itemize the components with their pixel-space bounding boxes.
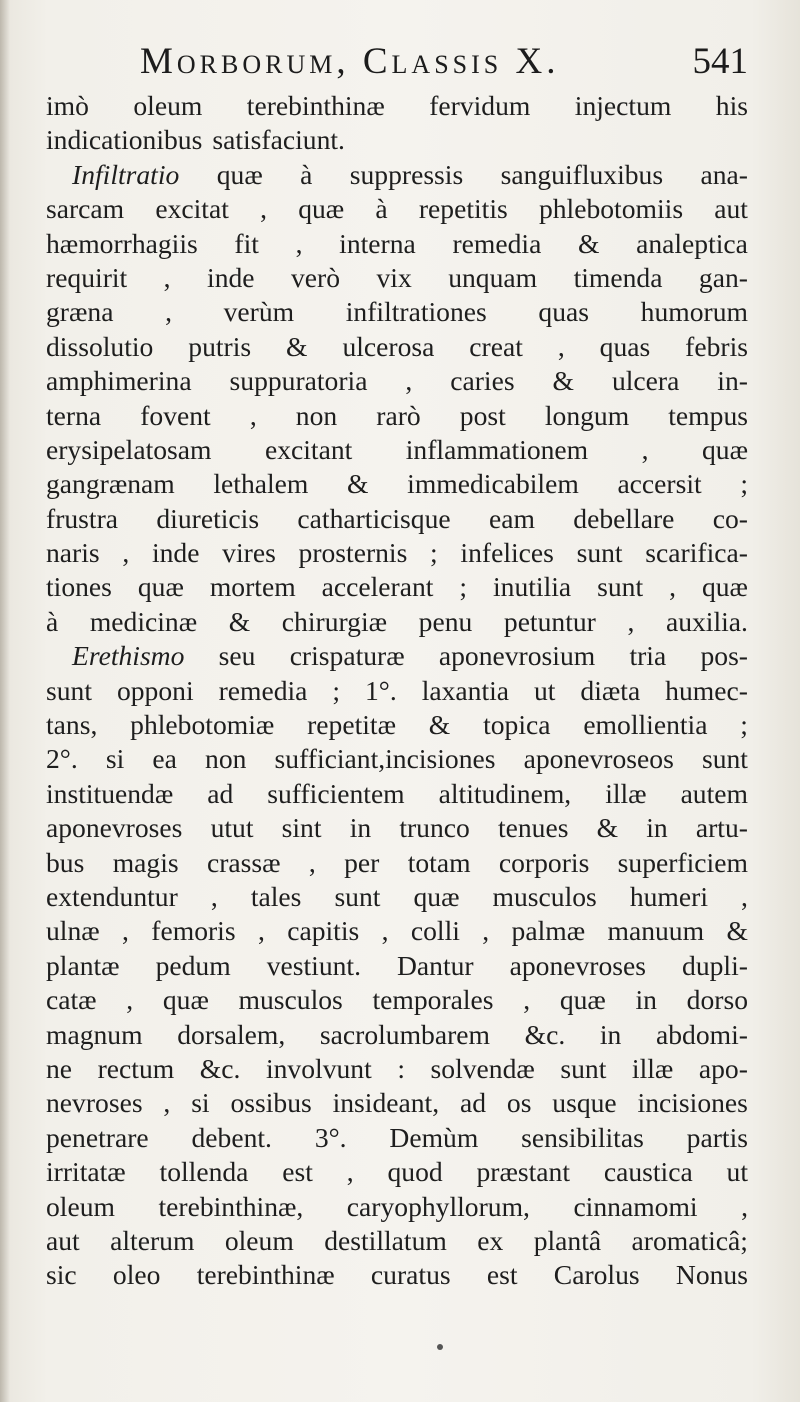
- word: si: [191, 1087, 210, 1119]
- word: &: [228, 605, 251, 637]
- word: ,: [346, 1156, 354, 1188]
- word: post: [459, 399, 506, 431]
- word: petuntur: [503, 605, 596, 637]
- word: ;: [332, 674, 341, 706]
- word: mortem: [209, 571, 296, 603]
- word: crispaturæ: [289, 640, 405, 672]
- word: quas: [599, 330, 651, 362]
- word: trunco: [399, 812, 470, 844]
- word: pedum: [155, 949, 231, 981]
- word: sufficientem: [267, 777, 405, 809]
- word: fervidum: [429, 90, 531, 121]
- word: phlebotomiis: [538, 193, 684, 225]
- word: erysipelatosam: [46, 433, 212, 465]
- word: ,: [163, 261, 171, 293]
- text-line: [46, 1258, 748, 1292]
- word: inflammationem: [405, 433, 589, 465]
- word: seu: [218, 640, 256, 672]
- word: usque: [552, 1087, 617, 1119]
- word: caustica: [603, 1156, 693, 1188]
- text-line: [46, 227, 748, 261]
- word: &: [596, 812, 619, 844]
- word: nevroses: [46, 1087, 143, 1119]
- word: gan-: [698, 261, 748, 293]
- word: Demùm: [389, 1121, 479, 1153]
- word: ,: [257, 915, 265, 947]
- word: rarò: [376, 399, 421, 431]
- word: Carolus: [553, 1259, 640, 1291]
- word: apo-: [698, 1052, 748, 1084]
- word: ad: [207, 777, 234, 809]
- word: extenduntur: [46, 880, 178, 912]
- word: quæ: [216, 158, 263, 190]
- word: manuum: [607, 915, 705, 947]
- word: Dantur: [396, 949, 474, 981]
- word: excitat: [155, 193, 229, 225]
- word: sufficiant,incisiones: [274, 743, 496, 775]
- page-number: 541: [692, 41, 748, 82]
- word: musculos: [492, 880, 597, 912]
- word: ,: [482, 915, 490, 947]
- text-line: [46, 1086, 748, 1120]
- word: dissolutio: [46, 330, 154, 362]
- word: quæ: [701, 571, 748, 603]
- text-line: [46, 330, 748, 364]
- word: vix: [376, 261, 412, 293]
- word: ;: [740, 468, 748, 500]
- word: his: [715, 90, 748, 121]
- text-line: [46, 399, 748, 433]
- word: :: [397, 1052, 405, 1084]
- word: quæ: [413, 880, 460, 912]
- word: ;: [430, 537, 438, 569]
- word: pos-: [700, 640, 748, 672]
- word: oleum: [133, 90, 203, 121]
- word: terebinthinæ: [246, 90, 385, 121]
- word: aponevrosium: [438, 640, 596, 672]
- word: inutilia: [493, 571, 572, 603]
- word: accelerant: [321, 571, 434, 603]
- word: involvunt: [265, 1052, 372, 1084]
- word: febris: [685, 330, 748, 362]
- text-line: [46, 295, 748, 329]
- word: bus: [46, 846, 85, 878]
- word: ,: [405, 365, 413, 397]
- word: sunt: [597, 571, 644, 603]
- word: medicinæ: [89, 605, 198, 637]
- word: 1°.: [365, 674, 397, 706]
- word: analeptica: [636, 227, 748, 259]
- word: ,: [122, 537, 130, 569]
- word: ,: [641, 433, 649, 465]
- word: in-: [717, 365, 748, 397]
- text-line: [46, 1155, 748, 1189]
- word: interna: [339, 227, 416, 259]
- word: autem: [680, 777, 748, 809]
- word: solvendæ: [430, 1052, 535, 1084]
- word: quæ: [559, 984, 606, 1016]
- word: &c.: [199, 1052, 241, 1084]
- word: si: [105, 743, 125, 775]
- word: temporales: [372, 984, 494, 1016]
- word: auxilia.: [665, 605, 748, 637]
- word: plantâ: [533, 1224, 602, 1256]
- word: ,: [308, 846, 316, 878]
- text-line: [46, 570, 748, 604]
- word: utut: [210, 812, 254, 844]
- word: &: [577, 227, 600, 259]
- word: ,: [669, 571, 676, 603]
- word: amphimerina: [46, 365, 192, 397]
- word: satisfaciunt.: [212, 124, 345, 156]
- word: lethalem: [213, 468, 309, 500]
- word: ne: [46, 1052, 73, 1084]
- word: &: [286, 330, 308, 362]
- word: ,: [557, 330, 565, 362]
- word: eam: [488, 502, 535, 534]
- text-line: [46, 536, 748, 570]
- text-line: [46, 605, 748, 639]
- word: penetrare: [46, 1121, 149, 1153]
- word: corporis: [498, 846, 590, 878]
- word: debent.: [191, 1121, 272, 1153]
- word: diureticis: [156, 502, 260, 534]
- word: remedia: [452, 227, 542, 259]
- word: diæta: [580, 674, 641, 706]
- word: in: [646, 812, 668, 844]
- word: sic: [46, 1259, 77, 1291]
- word: creat: [469, 330, 523, 362]
- word: non: [295, 399, 338, 431]
- word: dupli-: [682, 949, 748, 981]
- word: oleum: [46, 1190, 115, 1222]
- word: catæ: [46, 984, 97, 1016]
- word: vires: [222, 537, 276, 569]
- word: quæ: [701, 433, 748, 465]
- word: superficiem: [617, 846, 748, 878]
- word: gangrænam: [46, 468, 175, 500]
- word: caryophyllorum,: [346, 1190, 530, 1222]
- text-line: [46, 811, 748, 845]
- text-line: [46, 983, 748, 1017]
- word: ulnæ: [46, 915, 100, 947]
- word: immedicabilem: [407, 468, 579, 500]
- word: ,: [381, 915, 389, 947]
- word: humeri: [629, 880, 708, 912]
- word: timenda: [573, 261, 663, 293]
- word: infelices: [460, 537, 554, 569]
- ink-speck: [437, 1344, 443, 1350]
- word: sanguifluxibus: [500, 158, 664, 190]
- word: totam: [407, 846, 471, 878]
- text-line: [46, 674, 748, 708]
- text-line: [46, 158, 748, 192]
- word: repetitæ: [307, 709, 396, 741]
- word: palmæ: [511, 915, 586, 947]
- word: laxantia: [421, 674, 510, 706]
- word: ,: [126, 984, 134, 1016]
- word: unquam: [448, 261, 538, 293]
- word: ana-: [700, 158, 748, 190]
- word: hæmorrhagiis: [46, 227, 198, 259]
- word: magnum: [46, 1018, 143, 1050]
- word: incisiones: [637, 1087, 748, 1119]
- word: oleum: [224, 1224, 294, 1256]
- text-line: [46, 949, 748, 983]
- word: terebinthinæ,: [158, 1190, 304, 1222]
- word: &: [552, 365, 574, 397]
- word: inde: [151, 537, 200, 569]
- word: ,: [260, 193, 267, 225]
- word: destillatum: [324, 1224, 447, 1256]
- word: tans,: [46, 709, 98, 741]
- word: remedia: [218, 674, 308, 706]
- word: longum: [544, 399, 630, 431]
- text-line: [46, 433, 748, 467]
- word: tenues: [497, 812, 569, 844]
- word: in: [635, 984, 657, 1016]
- word: partis: [686, 1121, 748, 1153]
- word: naris: [46, 537, 100, 569]
- word: tria: [629, 640, 667, 672]
- word: à: [300, 158, 313, 190]
- word: excitant: [264, 433, 353, 465]
- word: accersit: [617, 468, 702, 500]
- word: ad: [459, 1087, 487, 1119]
- word: illæ: [605, 777, 647, 809]
- page-header: [48, 40, 748, 88]
- word: abdomi-: [656, 1018, 748, 1050]
- word: sunt: [576, 537, 623, 569]
- word: ,: [163, 1087, 171, 1119]
- word: artu-: [695, 812, 748, 844]
- word: os: [506, 1087, 532, 1119]
- text-line: [46, 261, 748, 295]
- word: musculos: [238, 984, 343, 1016]
- word: dorsalem,: [177, 1018, 286, 1050]
- word: ulcerosa: [342, 330, 435, 362]
- word: humec-: [665, 674, 748, 706]
- word: aponevroses: [509, 949, 647, 981]
- text-line: [46, 777, 748, 811]
- word: capitis: [287, 915, 360, 947]
- word: scarifica-: [645, 537, 748, 569]
- word: altitudinem,: [438, 777, 572, 809]
- word: aponevroseos: [523, 743, 674, 775]
- italic-lead-word: Erethismo: [72, 640, 185, 672]
- word: 2°.: [46, 743, 78, 775]
- word: aponevroses: [46, 812, 183, 844]
- italic-lead-word: Infiltratio: [72, 158, 180, 190]
- text-line: [46, 914, 748, 948]
- text-line: [46, 880, 748, 914]
- word: sunt: [560, 1052, 607, 1084]
- word: topica: [483, 709, 551, 741]
- word: instituendæ: [46, 777, 174, 809]
- word: humorum: [640, 296, 748, 328]
- text-line: [46, 467, 748, 501]
- text-line: [46, 123, 748, 157]
- word: ulcera: [611, 365, 680, 397]
- word: ,: [627, 605, 635, 637]
- word: ;: [740, 709, 748, 741]
- word: ut: [726, 1156, 748, 1188]
- word: requirit: [46, 261, 128, 293]
- word: quæ: [298, 193, 345, 225]
- word: sacrolumbarem: [319, 1018, 490, 1050]
- word: ,: [249, 399, 257, 431]
- text-line: [46, 1121, 748, 1155]
- word: ut: [533, 674, 556, 706]
- word: ossibus: [230, 1087, 312, 1119]
- word: à: [46, 605, 59, 637]
- word: per: [344, 846, 380, 878]
- word: prosternis: [298, 537, 408, 569]
- word: ea: [152, 743, 177, 775]
- word: verùm: [223, 296, 295, 328]
- word: ,: [210, 880, 218, 912]
- word: infiltrationes: [345, 296, 487, 328]
- word: imò: [46, 90, 89, 121]
- word: verò: [291, 261, 341, 293]
- word: plantæ: [46, 949, 120, 981]
- text-line: [46, 502, 748, 536]
- text-line: [46, 89, 748, 123]
- word: crassæ: [206, 846, 281, 878]
- word: quod: [387, 1156, 443, 1188]
- word: ,: [165, 296, 172, 328]
- word: colli: [410, 915, 460, 947]
- word: magis: [112, 846, 179, 878]
- word: caries: [450, 365, 515, 397]
- text-line: [46, 1190, 748, 1224]
- word: vestiunt.: [266, 949, 361, 981]
- word: &: [347, 468, 369, 500]
- word: emollientia: [583, 709, 708, 741]
- word: injectum: [574, 90, 672, 121]
- text-line: [46, 192, 748, 226]
- text-line: [46, 639, 748, 673]
- word: aut: [46, 1224, 80, 1256]
- word: &: [726, 915, 748, 947]
- word: ,: [295, 227, 303, 259]
- running-title: Morborum, Classis X.: [140, 41, 560, 82]
- word: sint: [281, 812, 322, 844]
- word: fit: [234, 227, 259, 259]
- word: in: [599, 1018, 622, 1050]
- word: suppressis: [349, 158, 464, 190]
- word: sarcam: [46, 193, 125, 225]
- word: repetitis: [418, 193, 508, 225]
- word: tempus: [668, 399, 748, 431]
- word: ,: [122, 915, 129, 947]
- word: irritatæ: [46, 1156, 126, 1188]
- word: sunt: [701, 743, 748, 775]
- word: tiones: [46, 571, 112, 603]
- word: putris: [188, 330, 252, 362]
- word: suppuratoria: [229, 365, 368, 397]
- word: græna: [46, 296, 114, 328]
- text-line: [46, 1052, 748, 1086]
- word: cinnamomi: [573, 1190, 698, 1222]
- word: penu: [418, 605, 473, 637]
- word: quas: [538, 296, 590, 328]
- text-line: [46, 364, 748, 398]
- word: est: [282, 1156, 313, 1188]
- word: alterum: [110, 1224, 195, 1256]
- word: non: [205, 743, 247, 775]
- word: rectum: [97, 1052, 175, 1084]
- word: sunt: [46, 674, 92, 706]
- word: &c.: [524, 1018, 566, 1050]
- word: tollenda: [159, 1156, 249, 1188]
- word: &: [428, 709, 451, 741]
- text-line: [46, 742, 748, 776]
- word: ex: [477, 1224, 504, 1256]
- word: ;: [459, 571, 468, 603]
- word: tales: [250, 880, 302, 912]
- word: præstant: [476, 1156, 570, 1188]
- word: phlebotomiæ: [130, 709, 275, 741]
- word: opponi: [116, 674, 194, 706]
- word: est: [486, 1259, 518, 1291]
- text-line: [46, 1018, 748, 1052]
- word: sunt: [334, 880, 381, 912]
- word: terna: [46, 399, 102, 431]
- text-line: [46, 708, 748, 742]
- word: sensibilitas: [521, 1121, 644, 1153]
- word: à: [375, 193, 388, 225]
- word: chirurgiæ: [281, 605, 388, 637]
- text-line: [46, 846, 748, 880]
- word: ,: [741, 880, 748, 912]
- word: terebinthinæ: [196, 1259, 335, 1291]
- word: quæ: [162, 984, 209, 1016]
- word: quæ: [137, 571, 184, 603]
- word: in: [349, 812, 372, 844]
- word: femoris: [151, 915, 236, 947]
- word: 3°.: [314, 1121, 347, 1153]
- word: indicationibus: [46, 124, 203, 156]
- word: inde: [207, 261, 255, 293]
- body-text: [46, 89, 748, 1293]
- word: debellare: [573, 502, 675, 534]
- word: co-: [712, 502, 748, 534]
- text-line: [46, 1224, 748, 1258]
- spine-shadow: [0, 0, 10, 1402]
- word: ,: [523, 984, 531, 1016]
- word: fovent: [140, 399, 211, 431]
- word: catharticisque: [297, 502, 451, 534]
- word: aut: [714, 193, 748, 225]
- word: Nonus: [675, 1259, 748, 1291]
- word: oleo: [112, 1259, 161, 1291]
- word: frustra: [46, 502, 119, 534]
- word: insideant,: [332, 1087, 440, 1119]
- word: illæ: [631, 1052, 674, 1084]
- word: curatus: [370, 1259, 451, 1291]
- word: dorso: [686, 984, 748, 1016]
- word: ,: [741, 1190, 748, 1222]
- word: aromaticâ;: [631, 1224, 748, 1256]
